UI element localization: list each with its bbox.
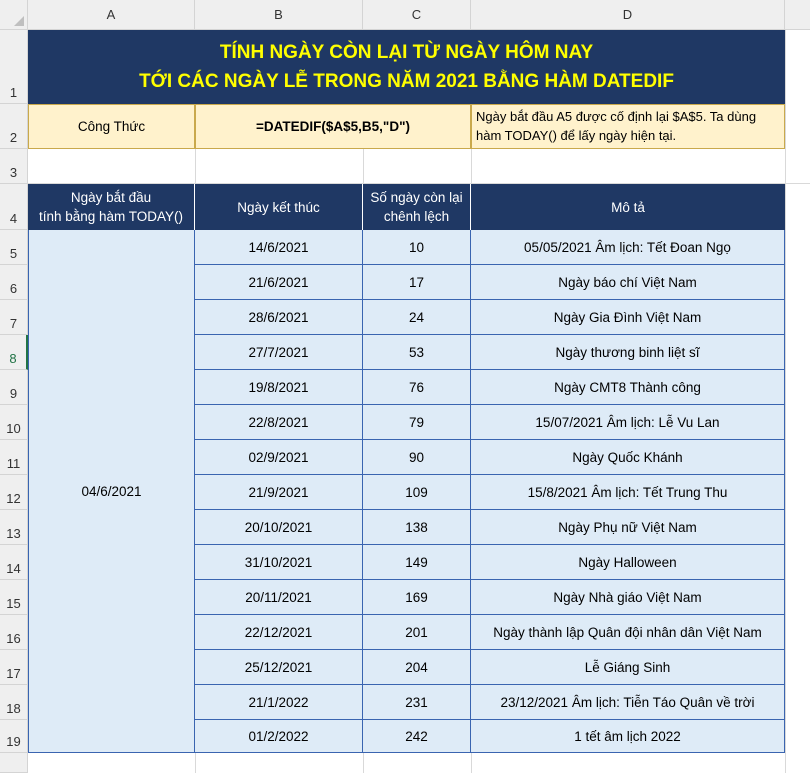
- description-cell[interactable]: Ngày thành lập Quân đội nhân dân Việt Nam: [471, 615, 785, 650]
- formula-note-cell[interactable]: Ngày bắt đầu A5 được cố định lại $A$5. Ta dùng hàm TODAY() để lấy ngày hiện tại.: [471, 104, 785, 149]
- description-cell[interactable]: 05/05/2021 Âm lịch: Tết Đoan Ngọ: [471, 230, 785, 265]
- end-date-cell[interactable]: 20/11/2021: [195, 580, 363, 615]
- days-left-cell[interactable]: 138: [363, 510, 471, 545]
- days-left-cell[interactable]: 231: [363, 685, 471, 720]
- row-header-3[interactable]: 3: [0, 149, 28, 184]
- description-cell[interactable]: Ngày Phụ nữ Việt Nam: [471, 510, 785, 545]
- row-header-5[interactable]: 5: [0, 230, 28, 265]
- title-line-2: TỚI CÁC NGÀY LỄ TRONG NĂM 2021 BẰNG HÀM DATEDIF: [139, 71, 674, 92]
- end-date-cell[interactable]: 31/10/2021: [195, 545, 363, 580]
- gridline: [195, 148, 196, 183]
- formula-label-cell[interactable]: Công Thức: [28, 104, 195, 149]
- description-cell[interactable]: 1 tết âm lịch 2022: [471, 720, 785, 753]
- row-header-15[interactable]: 15: [0, 580, 28, 615]
- row-header-19[interactable]: 19: [0, 720, 28, 753]
- row-header-9[interactable]: 9: [0, 370, 28, 405]
- header-days-line-1: Số ngày còn lại: [370, 190, 463, 205]
- days-left-cell[interactable]: 17: [363, 265, 471, 300]
- description-cell[interactable]: Ngày báo chí Việt Nam: [471, 265, 785, 300]
- header-start-line-2: tính bằng hàm TODAY(): [38, 209, 184, 224]
- column-header-c[interactable]: C: [363, 0, 471, 30]
- days-left-cell[interactable]: 169: [363, 580, 471, 615]
- title-line-1: TÍNH NGÀY CÒN LẠI TỪ NGÀY HÔM NAY: [219, 42, 594, 63]
- description-cell[interactable]: Ngày thương binh liệt sĩ: [471, 335, 785, 370]
- row-header-6[interactable]: 6: [0, 265, 28, 300]
- column-header-d[interactable]: D: [471, 0, 785, 30]
- gridline: [363, 753, 364, 773]
- row-header-16[interactable]: 16: [0, 615, 28, 650]
- header-days-left[interactable]: [363, 184, 471, 230]
- row-header-10[interactable]: 10: [0, 405, 28, 440]
- gridline: [785, 30, 786, 773]
- row-header-1[interactable]: 1: [0, 30, 28, 104]
- end-date-cell[interactable]: 21/9/2021: [195, 475, 363, 510]
- end-date-cell[interactable]: 21/6/2021: [195, 265, 363, 300]
- header-description[interactable]: Mô tả: [471, 184, 785, 230]
- sheet-title[interactable]: [28, 30, 785, 104]
- days-left-cell[interactable]: 76: [363, 370, 471, 405]
- end-date-cell[interactable]: 25/12/2021: [195, 650, 363, 685]
- header-days-line-2: chênh lệch: [383, 209, 450, 224]
- end-date-cell[interactable]: 14/6/2021: [195, 230, 363, 265]
- column-header-a[interactable]: A: [28, 0, 195, 30]
- description-cell[interactable]: 15/07/2021 Âm lịch: Lễ Vu Lan: [471, 405, 785, 440]
- row-header-18[interactable]: 18: [0, 685, 28, 720]
- row-header-4[interactable]: 4: [0, 184, 28, 230]
- start-date-cell[interactable]: 04/6/2021: [28, 230, 195, 753]
- header-end-date[interactable]: Ngày kết thúc: [195, 184, 363, 230]
- description-cell[interactable]: Ngày Gia Đình Việt Nam: [471, 300, 785, 335]
- days-left-cell[interactable]: 109: [363, 475, 471, 510]
- end-date-cell[interactable]: 21/1/2022: [195, 685, 363, 720]
- gridline: [471, 753, 472, 773]
- end-date-cell[interactable]: 20/10/2021: [195, 510, 363, 545]
- description-cell[interactable]: Ngày Halloween: [471, 545, 785, 580]
- end-date-cell[interactable]: 27/7/2021: [195, 335, 363, 370]
- column-header-b[interactable]: B: [195, 0, 363, 30]
- description-cell[interactable]: 15/8/2021 Âm lịch: Tết Trung Thu: [471, 475, 785, 510]
- header-start-date[interactable]: [28, 184, 195, 230]
- gridline: [471, 148, 472, 183]
- select-all-corner[interactable]: [0, 0, 28, 30]
- row-header-12[interactable]: 12: [0, 475, 28, 510]
- days-left-cell[interactable]: 149: [363, 545, 471, 580]
- row-header-14[interactable]: 14: [0, 545, 28, 580]
- gridline: [363, 148, 364, 183]
- end-date-cell[interactable]: 28/6/2021: [195, 300, 363, 335]
- column-header-extra[interactable]: [785, 0, 810, 30]
- end-date-cell[interactable]: 01/2/2022: [195, 720, 363, 753]
- header-start-line-1: Ngày bắt đầu: [70, 190, 152, 205]
- days-left-cell[interactable]: 242: [363, 720, 471, 753]
- description-cell[interactable]: 23/12/2021 Âm lịch: Tiễn Táo Quân về trời: [471, 685, 785, 720]
- gridline: [195, 753, 196, 773]
- row-header-extra[interactable]: [0, 753, 28, 773]
- end-date-cell[interactable]: 22/12/2021: [195, 615, 363, 650]
- formula-cell[interactable]: =DATEDIF($A$5,B5,"D"): [195, 104, 471, 149]
- description-cell[interactable]: Ngày Quốc Khánh: [471, 440, 785, 475]
- days-left-cell[interactable]: 204: [363, 650, 471, 685]
- row-header-7[interactable]: 7: [0, 300, 28, 335]
- row-header-17[interactable]: 17: [0, 650, 28, 685]
- description-cell[interactable]: Lễ Giáng Sinh: [471, 650, 785, 685]
- days-left-cell[interactable]: 90: [363, 440, 471, 475]
- description-cell[interactable]: Ngày CMT8 Thành công: [471, 370, 785, 405]
- row-header-13[interactable]: 13: [0, 510, 28, 545]
- select-all-triangle-icon: [14, 16, 24, 26]
- row-header-11[interactable]: 11: [0, 440, 28, 475]
- end-date-cell[interactable]: 22/8/2021: [195, 405, 363, 440]
- description-cell[interactable]: Ngày Nhà giáo Việt Nam: [471, 580, 785, 615]
- end-date-cell[interactable]: 19/8/2021: [195, 370, 363, 405]
- days-left-cell[interactable]: 201: [363, 615, 471, 650]
- days-left-cell[interactable]: 24: [363, 300, 471, 335]
- row-header-2[interactable]: 2: [0, 104, 28, 149]
- end-date-cell[interactable]: 02/9/2021: [195, 440, 363, 475]
- row-header-8[interactable]: 8: [0, 335, 28, 370]
- days-left-cell[interactable]: 53: [363, 335, 471, 370]
- days-left-cell[interactable]: 79: [363, 405, 471, 440]
- days-left-cell[interactable]: 10: [363, 230, 471, 265]
